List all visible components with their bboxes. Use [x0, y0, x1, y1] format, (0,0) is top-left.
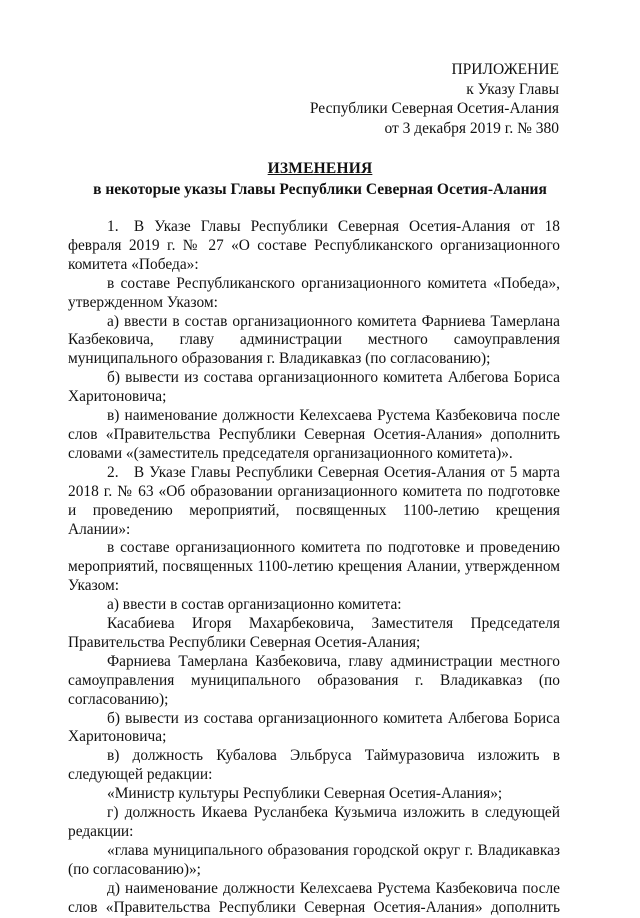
appendix-date-number: от 3 декабря 2019 г. № 380 — [384, 119, 559, 137]
paragraph-15: «глава муниципального образования городской округ г. Владикавказ (по согласованию)»; — [68, 841, 560, 878]
paragraph-1: 1. В Указе Главы Республики Северная Осетия-Алания от 18 февраля 2019 г. № 27 «О составе Республиканского организационного комитета «Победа»: — [68, 218, 560, 273]
paragraph-8: а) ввести в состав организационно комитета: — [107, 596, 402, 614]
paragraph-14: г) должность Икаева Русланбека Кузьмича изложить в следующей редакции: — [68, 804, 560, 840]
paragraph-13: «Министр культуры Республики Северная Осетия-Алания»; — [107, 785, 503, 803]
paragraph-16: д) наименование должности Келехсаева Рустема Казбековича после слов «Правительства Республики Северная Осетия-Алания» дополнить — [68, 879, 560, 916]
document-body — [68, 218, 560, 918]
paragraph-11: б) вывести из состава организационного комитета Албегова Бориса Харитоновича; — [68, 709, 560, 746]
appendix-label: ПРИЛОЖЕНИЕ — [451, 61, 559, 78]
appendix-republic: Республики Северная Осетия-Алания — [309, 100, 559, 117]
paragraph-6: 2. В Указе Главы Республики Северная Осетия-Алания от 5 марта 2018 г. № 63 «Об образовании организационного комитета по подготовке и проведению мероприятий, посвященных 1100-летию крещения Алании»: — [68, 463, 560, 538]
paragraph-10: Фарниева Тамерлана Казбековича, главу администрации местного самоуправления муниципального образования г. Владикавказ (по согласованию); — [68, 652, 560, 708]
appendix-reference: к Указу Главы — [466, 80, 559, 98]
paragraph-4: б) вывести из состава организационного комитета Албегова Бориса Харитоновича; — [68, 369, 560, 406]
paragraph-2: в составе Республиканского организационного комитета «Победа», утвержденном Указом: — [68, 274, 560, 311]
paragraph-5: в) наименование должности Келехсаева Рустема Казбековича после слов «Правительства Республики Северная Осетия-Алания» дополнить словами «(заместитель председателя организационного комитета)». — [68, 407, 560, 462]
appendix-block — [310, 60, 559, 138]
paragraph-9: Касабиева Игоря Махарбековича, Заместителя Председателя Правительства Республики Северная Осетия-Алания; — [68, 615, 560, 651]
document-subtitle: в некоторые указы Главы Республики Северная Осетия-Алания — [93, 181, 547, 198]
paragraph-3: а) ввести в состав организационного комитета Фарниева Тамерлана Казбековича, главу администрации местного самоуправления муниципального образования г. Владикавказ (по согласованию); — [68, 312, 560, 368]
paragraph-12: в) должность Кубалова Эльбруса Таймуразовича изложить в следующей редакции: — [68, 747, 560, 784]
paragraph-7: в составе организационного комитета по подготовке и проведению мероприятий, посвященных 1100-летию крещения Алании, утвержденном Указом: — [68, 539, 560, 595]
document-title: ИЗМЕНЕНИЯ — [267, 160, 373, 177]
